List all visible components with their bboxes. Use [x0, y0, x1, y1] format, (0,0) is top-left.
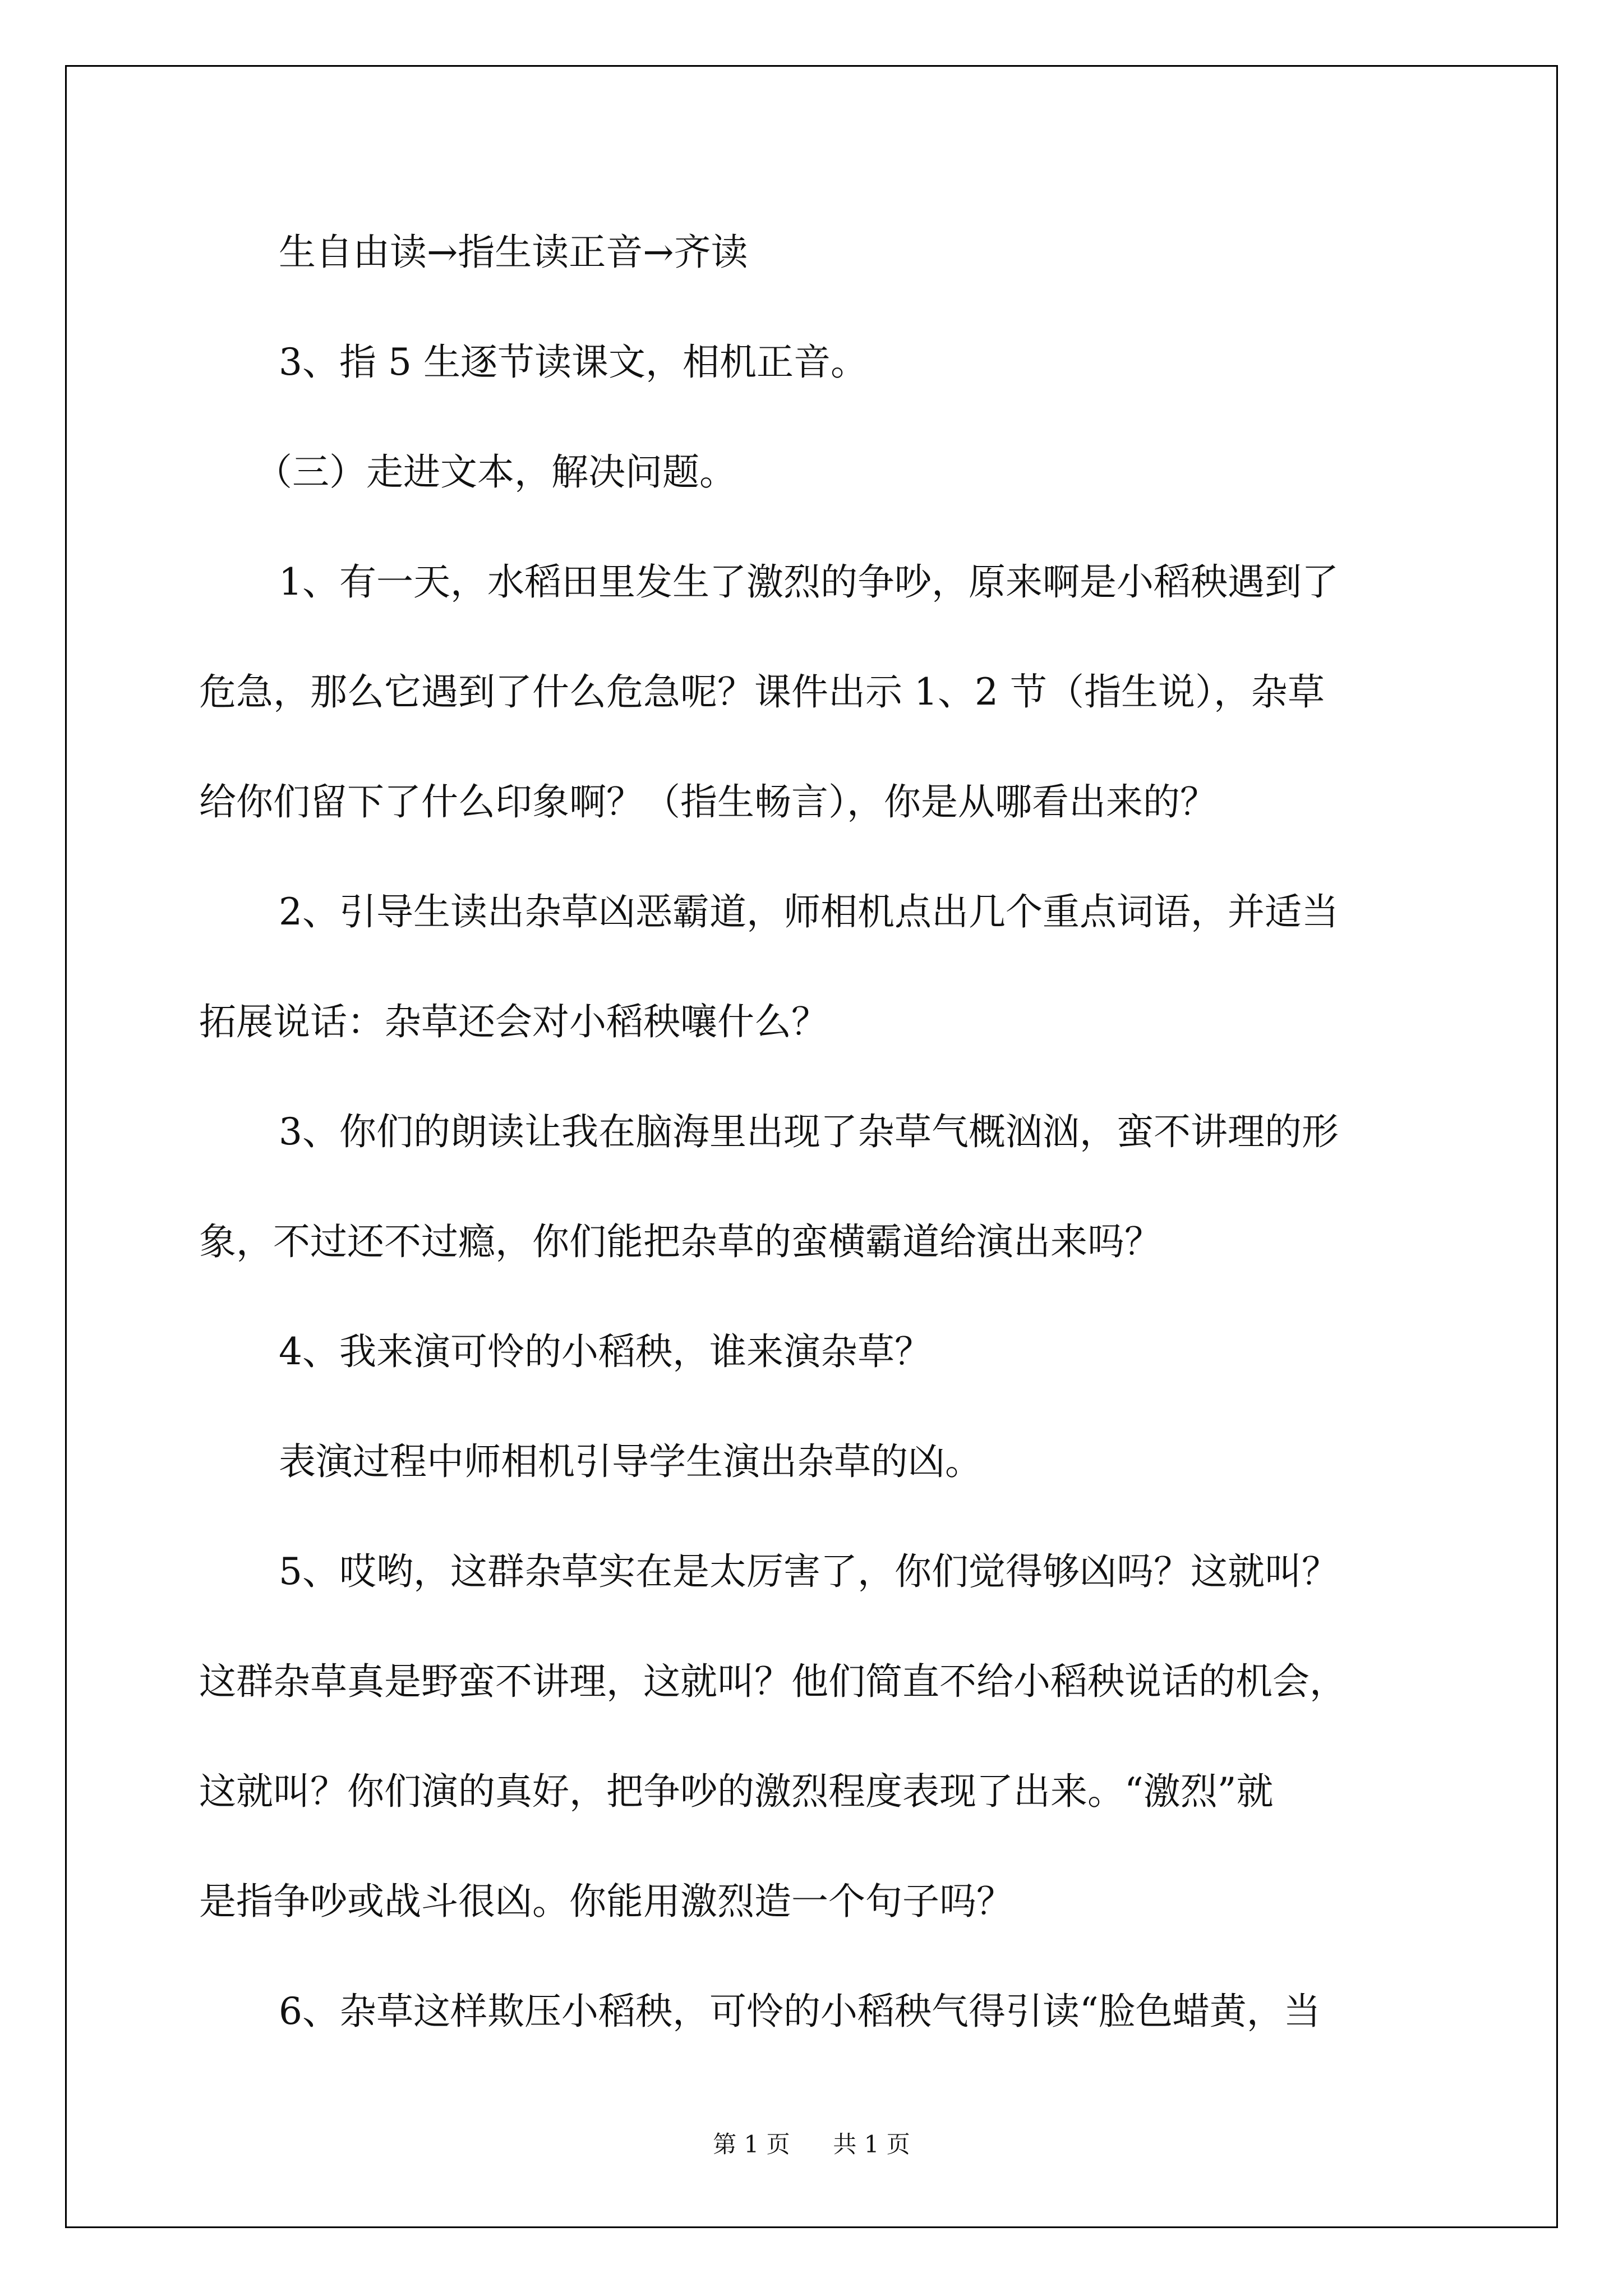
paragraph-line: 表演过程中师相机引导学生演出杂草的凶。 [279, 1440, 982, 1483]
paragraph-line: 4、我来演可怜的小稻秧，谁来演杂草？ [279, 1330, 932, 1373]
paragraph-line: 象，不过还不过瘾，你们能把杂草的蛮横霸道给演出来吗？ [199, 1220, 1161, 1263]
paragraph-line: 给你们留下了什么印象啊？（指生畅言），你是从哪看出来的？ [199, 780, 1217, 823]
paragraph-8 [279, 1407, 1430, 1517]
paragraph-7 [279, 1297, 1430, 1407]
paragraph-line: 6、杂草这样欺压小稻秧，可怜的小稻秧气得引读“脸色蜡黄，当 [279, 1990, 1321, 2033]
paragraph-line: 5、哎哟，这群杂草实在是太厉害了，你们觉得够凶吗？这就叫？ [279, 1550, 1339, 1593]
page-footer [0, 2126, 1623, 2160]
paragraph-6 [199, 1077, 1430, 1297]
section-heading: （三）走进文本，解决问题。 [255, 450, 736, 494]
paragraph-line: 这群杂草真是野蛮不讲理，这就叫？他们简直不给小稻秧说话的机会， [199, 1660, 1347, 1703]
paragraph-9 [199, 1517, 1430, 1957]
page-number: 第 1 页 [713, 2131, 790, 2158]
paragraph-5 [199, 857, 1430, 1077]
paragraph-4 [199, 527, 1430, 857]
page-total: 共 1 页 [833, 2131, 910, 2158]
paragraph-line: 是指争吵或战斗很凶。你能用激烈造一个句子吗？ [199, 1880, 1013, 1923]
paragraph-10 [199, 1957, 1430, 2067]
paragraph-2 [279, 307, 1430, 417]
paragraph-1 [279, 197, 1430, 307]
paragraph-line: 1、有一天，水稻田里发生了激烈的争吵，原来啊是小稻秧遇到了 [279, 560, 1339, 604]
paragraph-line: 危急，那么它遇到了什么危急呢？课件出示 1、2 节（指生说），杂草 [199, 670, 1325, 714]
paragraph-line: 拓展说话：杂草还会对小稻秧嚷什么？ [199, 1000, 828, 1043]
paragraph-line: 生自由读→指生读正音→齐读 [279, 231, 748, 274]
paragraph-line: 这就叫？你们演的真好，把争吵的激烈程度表现了出来。“激烈”就 [199, 1770, 1274, 1813]
paragraph-line: 3、指 5 生逐节读课文，相机正音。 [279, 341, 868, 384]
paragraph-line: 2、引导生读出杂草凶恶霸道，师相机点出几个重点词语，并适当 [279, 890, 1339, 933]
paragraph-3-heading [255, 417, 1430, 527]
paragraph-line: 3、你们的朗读让我在脑海里出现了杂草气概汹汹，蛮不讲理的形 [279, 1110, 1339, 1153]
